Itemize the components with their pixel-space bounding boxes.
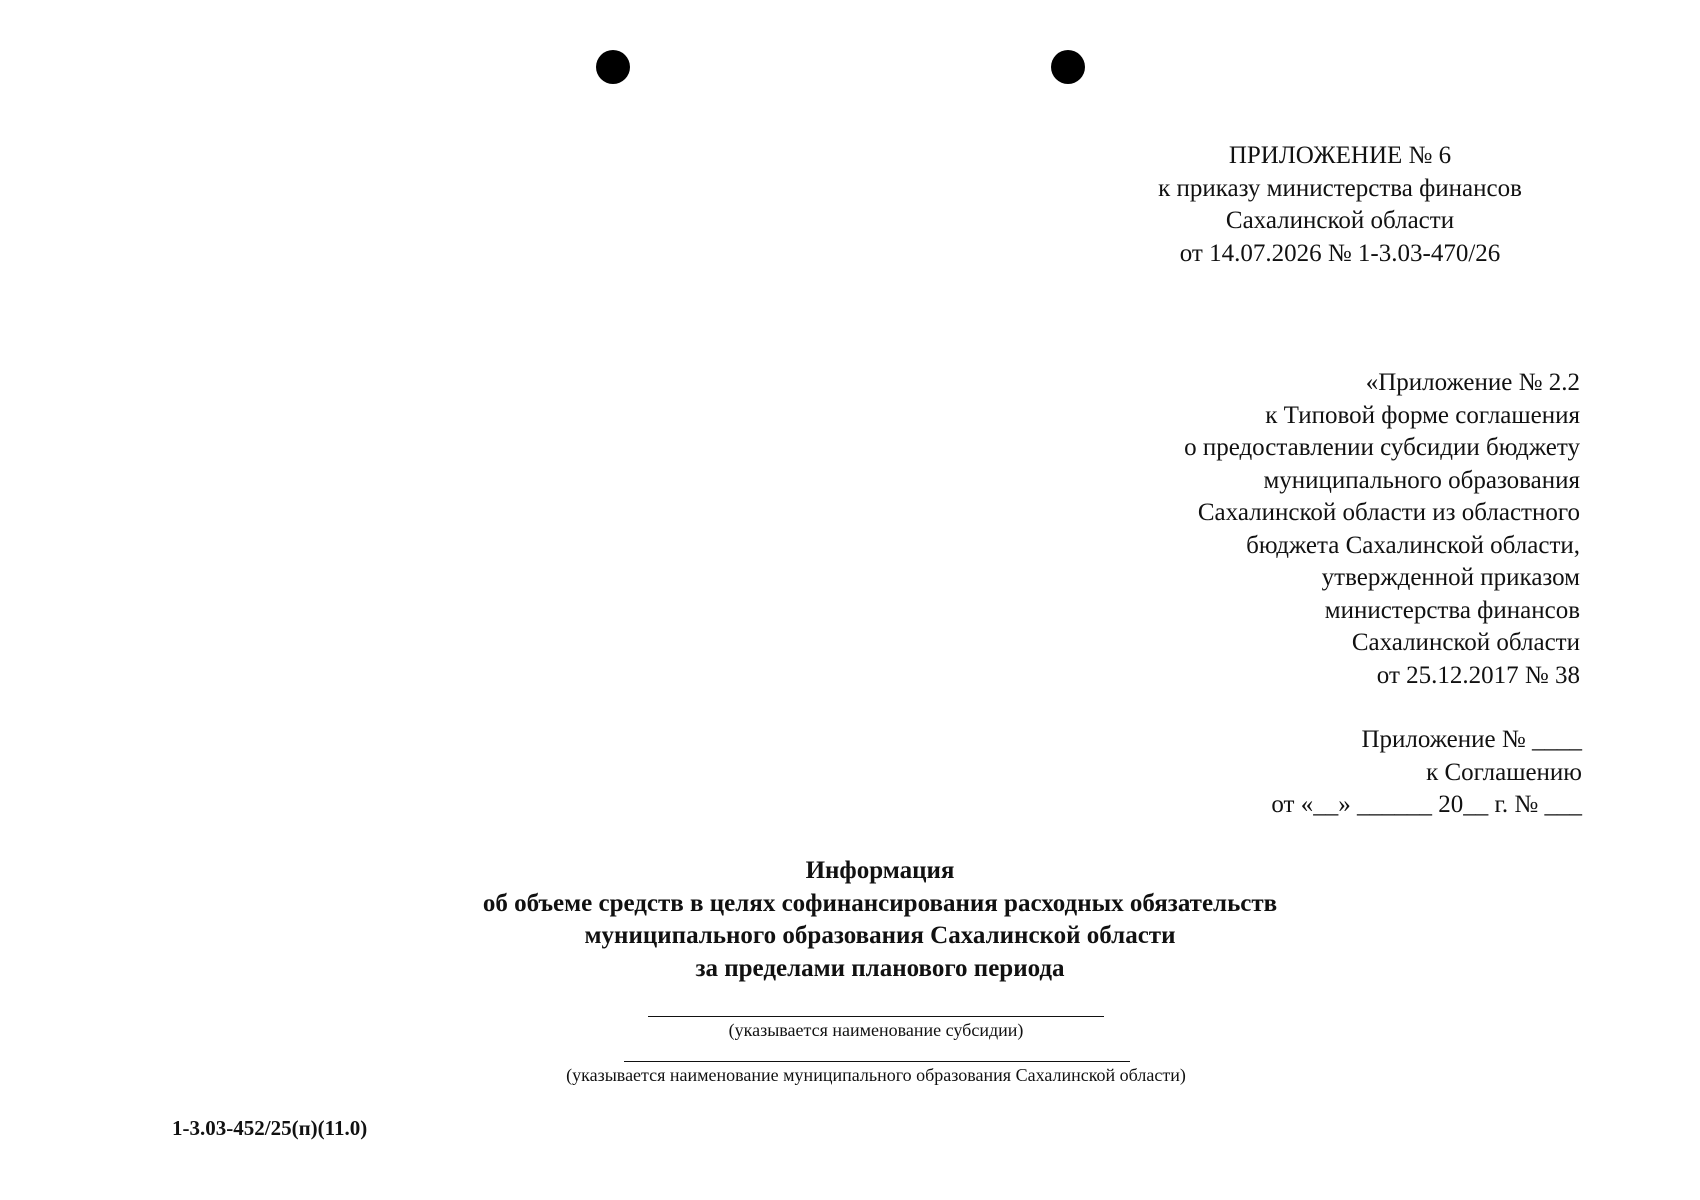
appendix-6-line: от 14.07.2026 № 1-3.03-470/26 — [1179, 239, 1501, 267]
appendix-2-2-line: «Приложение № 2.2 — [1365, 369, 1580, 396]
appendix-2-2-line: министерства финансов — [1324, 596, 1580, 624]
municipality-caption: (указывается наименование муниципального образования Сахалинской области) — [566, 1065, 1186, 1085]
appendix-2-2-line: утвержденной приказом — [1321, 564, 1580, 591]
appendix-6-line: Сахалинской области — [1225, 207, 1455, 234]
title-line: Информация — [805, 857, 955, 884]
punch-hole-left — [596, 50, 630, 84]
appendix-2-2-line: бюджета Сахалинской области, — [1246, 531, 1580, 559]
subsidy-name-line — [648, 1016, 1104, 1017]
title-line: об объеме средств в целях софинансирования расходных обязательств — [482, 889, 1278, 917]
agreement-ref-line: к Соглашению — [1426, 758, 1582, 786]
agreement-ref-line: от «__» ______ 20__ г. № ___ — [1271, 791, 1582, 818]
document-code: 1-3.03-452/25(п)(11.0) — [172, 1116, 368, 1140]
appendix-6-line: ПРИЛОЖЕНИЕ № 6 — [1228, 142, 1452, 169]
appendix-2-2-line: муниципального образования — [1263, 466, 1580, 494]
document-title — [300, 855, 1460, 985]
title-line: муниципального образования Сахалинской области — [584, 922, 1176, 949]
subsidy-caption: (указывается наименование субсидии) — [728, 1020, 1024, 1040]
appendix-6-header — [1080, 140, 1600, 270]
appendix-2-2-line: Сахалинской области — [1351, 629, 1580, 656]
agreement-ref-line: Приложение № ____ — [1361, 726, 1582, 753]
appendix-2-2-line: от 25.12.2017 № 38 — [1376, 661, 1580, 689]
appendix-6-line: к приказу министерства финансов — [1158, 174, 1522, 202]
punch-hole-right — [1051, 50, 1085, 84]
title-line: за пределами планового периода — [695, 954, 1065, 982]
appendix-2-2-header — [1040, 367, 1580, 692]
appendix-2-2-line: о предоставлении субсидии бюджету — [1184, 434, 1580, 461]
appendix-2-2-line: Сахалинской области из областного — [1197, 499, 1580, 526]
municipality-name-line — [624, 1061, 1130, 1062]
agreement-reference — [1100, 724, 1582, 822]
appendix-2-2-line: к Типовой форме соглашения — [1265, 401, 1580, 429]
